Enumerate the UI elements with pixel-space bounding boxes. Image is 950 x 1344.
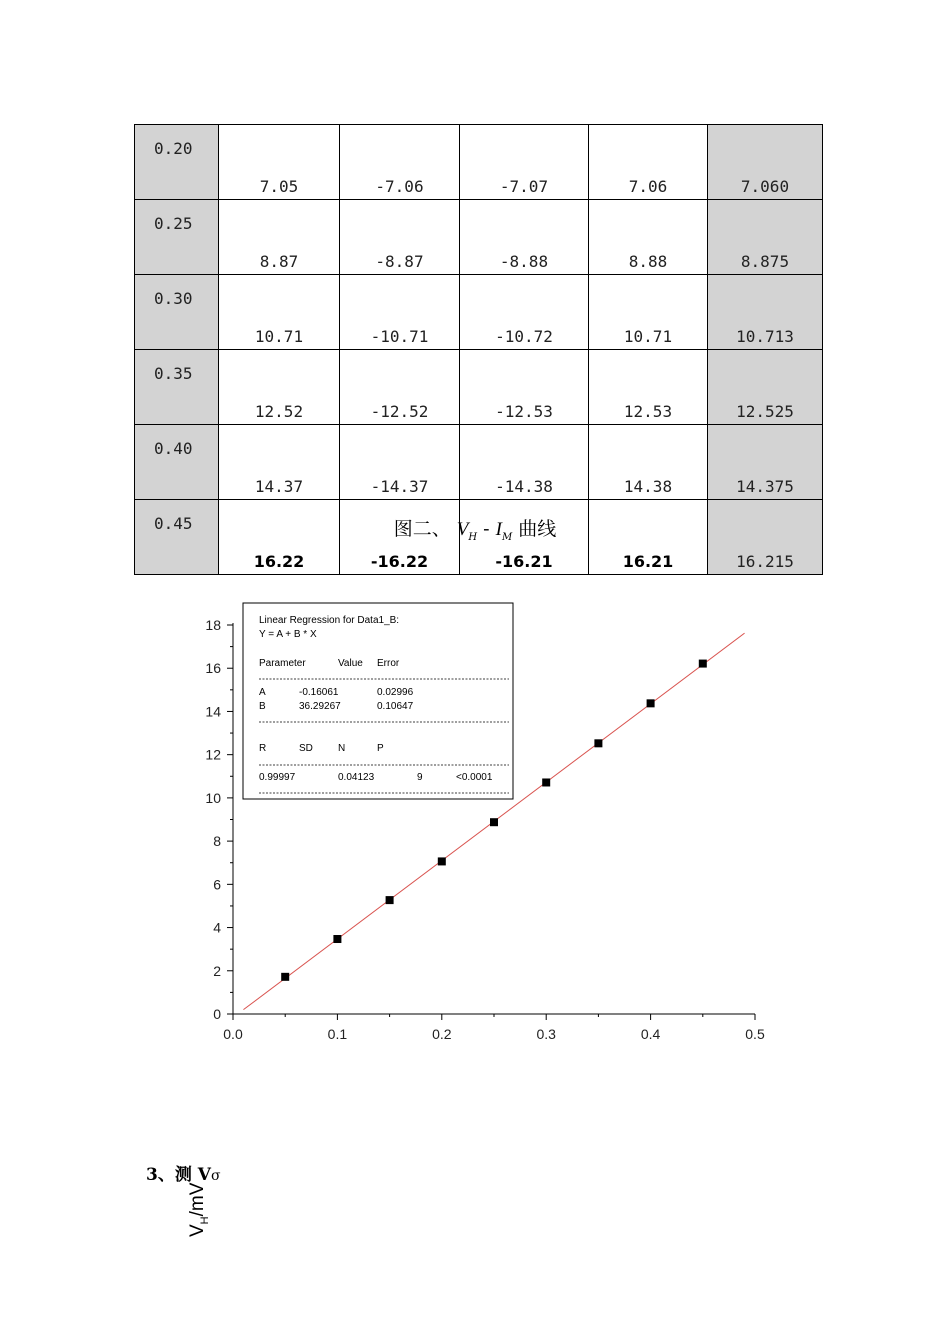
- regression-param: 36.29267: [299, 701, 341, 712]
- regression-stat: <0.0001: [456, 772, 493, 783]
- table-row: [135, 425, 823, 500]
- table-body: [135, 125, 823, 575]
- mean-value-cell: 7.060: [708, 125, 823, 200]
- regression-param: B: [259, 701, 266, 712]
- x-tick-label: 0.4: [640, 1026, 661, 1042]
- y-tick-label: 14: [205, 703, 221, 720]
- value-cell: -16.21: [460, 500, 589, 575]
- y-tick-label: 4: [213, 919, 221, 936]
- value-cell: 16.22: [219, 500, 340, 575]
- value-cell: -7.07: [460, 125, 589, 200]
- section-heading-symbol: σ: [210, 1168, 221, 1184]
- regression-stats-header: R: [259, 743, 267, 754]
- data-table: [134, 124, 823, 575]
- regression-stat: 0.99997: [259, 772, 296, 783]
- row-label-cell: 0.30: [135, 275, 219, 350]
- value-cell: 14.37: [219, 425, 340, 500]
- value-cell: -10.71: [340, 275, 460, 350]
- value-cell: -12.52: [340, 350, 460, 425]
- mean-value-cell: 14.375: [708, 425, 823, 500]
- value-cell: -8.87: [340, 200, 460, 275]
- y-tick-label: 0: [213, 1006, 221, 1022]
- value-cell: 16.21: [589, 500, 708, 575]
- value-cell: 10.71: [589, 275, 708, 350]
- regression-stats-header: SD: [299, 743, 313, 754]
- data-point: [647, 699, 655, 707]
- caption-i-sub: M: [501, 531, 513, 543]
- row-label-cell: 0.45: [135, 500, 219, 575]
- x-tick-label: 0.2: [432, 1026, 452, 1042]
- row-label-cell: 0.40: [135, 425, 219, 500]
- y-axis-title: $V_H/mV$: [187, 1182, 211, 1237]
- regression-header: Parameter: [259, 658, 306, 669]
- value-cell: -10.72: [460, 275, 589, 350]
- regression-header: Error: [377, 658, 400, 669]
- data-point: [490, 818, 498, 826]
- regression-param: 0.02996: [377, 687, 414, 698]
- regression-title: Linear Regression for Data1_B:: [259, 615, 400, 626]
- section-heading-text: 3、测 V: [146, 1165, 211, 1185]
- y-tick-label: 8: [213, 833, 221, 850]
- regression-param: A: [259, 687, 266, 698]
- mean-value-cell: 16.215: [708, 500, 823, 575]
- value-cell: 8.88: [589, 200, 708, 275]
- caption-v: V: [456, 519, 469, 540]
- y-tick-label: 6: [213, 876, 221, 893]
- row-label-cell: 0.35: [135, 350, 219, 425]
- value-cell: 10.71: [219, 275, 340, 350]
- data-point: [386, 896, 394, 904]
- data-point: [281, 973, 289, 981]
- y-tick-label: 10: [205, 789, 221, 806]
- value-cell: 7.05: [219, 125, 340, 200]
- data-point: [542, 778, 550, 786]
- mean-value-cell: 8.875: [708, 200, 823, 275]
- value-cell: 12.52: [219, 350, 340, 425]
- caption-i: I: [495, 519, 502, 540]
- regression-stats-header: P: [377, 743, 384, 754]
- value-cell: -14.37: [340, 425, 460, 500]
- y-tick-label: 16: [205, 660, 221, 677]
- value-cell: 12.53: [589, 350, 708, 425]
- regression-equation: Y = A + B * X: [259, 629, 317, 640]
- x-tick-label: 0.3: [536, 1026, 556, 1042]
- regression-stat: 0.04123: [338, 772, 375, 783]
- data-point: [594, 739, 602, 747]
- regression-header: Value: [338, 658, 363, 669]
- value-cell: 14.38: [589, 425, 708, 500]
- caption-dash: -: [477, 518, 496, 540]
- regression-param: 0.10647: [377, 701, 414, 712]
- row-label-cell: 0.20: [135, 125, 219, 200]
- table-row: [135, 200, 823, 275]
- data-point: [333, 935, 341, 943]
- regression-stats-header: N: [338, 743, 346, 754]
- data-point: [438, 857, 446, 865]
- value-cell: 7.06: [589, 125, 708, 200]
- y-tick-label: 2: [213, 962, 221, 979]
- y-tick-label: 18: [205, 617, 221, 633]
- section-heading: [146, 1160, 221, 1185]
- table-row: [135, 275, 823, 350]
- caption-v-sub: H: [468, 531, 478, 543]
- regression-box: [243, 603, 513, 799]
- figure-caption: [0, 514, 950, 543]
- y-tick-label: 12: [205, 746, 221, 763]
- caption-suffix: 曲线: [518, 518, 557, 540]
- value-cell: 8.87: [219, 200, 340, 275]
- value-cell: -8.88: [460, 200, 589, 275]
- regression-param: -0.16061: [299, 687, 339, 698]
- x-tick-label: 0.5: [745, 1026, 765, 1042]
- x-tick-label: 0.1: [327, 1026, 348, 1042]
- row-label-cell: 0.25: [135, 200, 219, 275]
- value-cell: -12.53: [460, 350, 589, 425]
- value-cell: -16.22: [340, 500, 460, 575]
- caption-prefix: 图二、: [393, 518, 451, 540]
- table-row: [135, 350, 823, 425]
- regression-stat: 9: [417, 772, 423, 783]
- value-cell: -7.06: [340, 125, 460, 200]
- table-row: [135, 125, 823, 200]
- mean-value-cell: 12.525: [708, 350, 823, 425]
- data-point: [699, 660, 707, 668]
- mean-value-cell: 10.713: [708, 275, 823, 350]
- x-tick-label: 0.0: [223, 1026, 243, 1042]
- value-cell: -14.38: [460, 425, 589, 500]
